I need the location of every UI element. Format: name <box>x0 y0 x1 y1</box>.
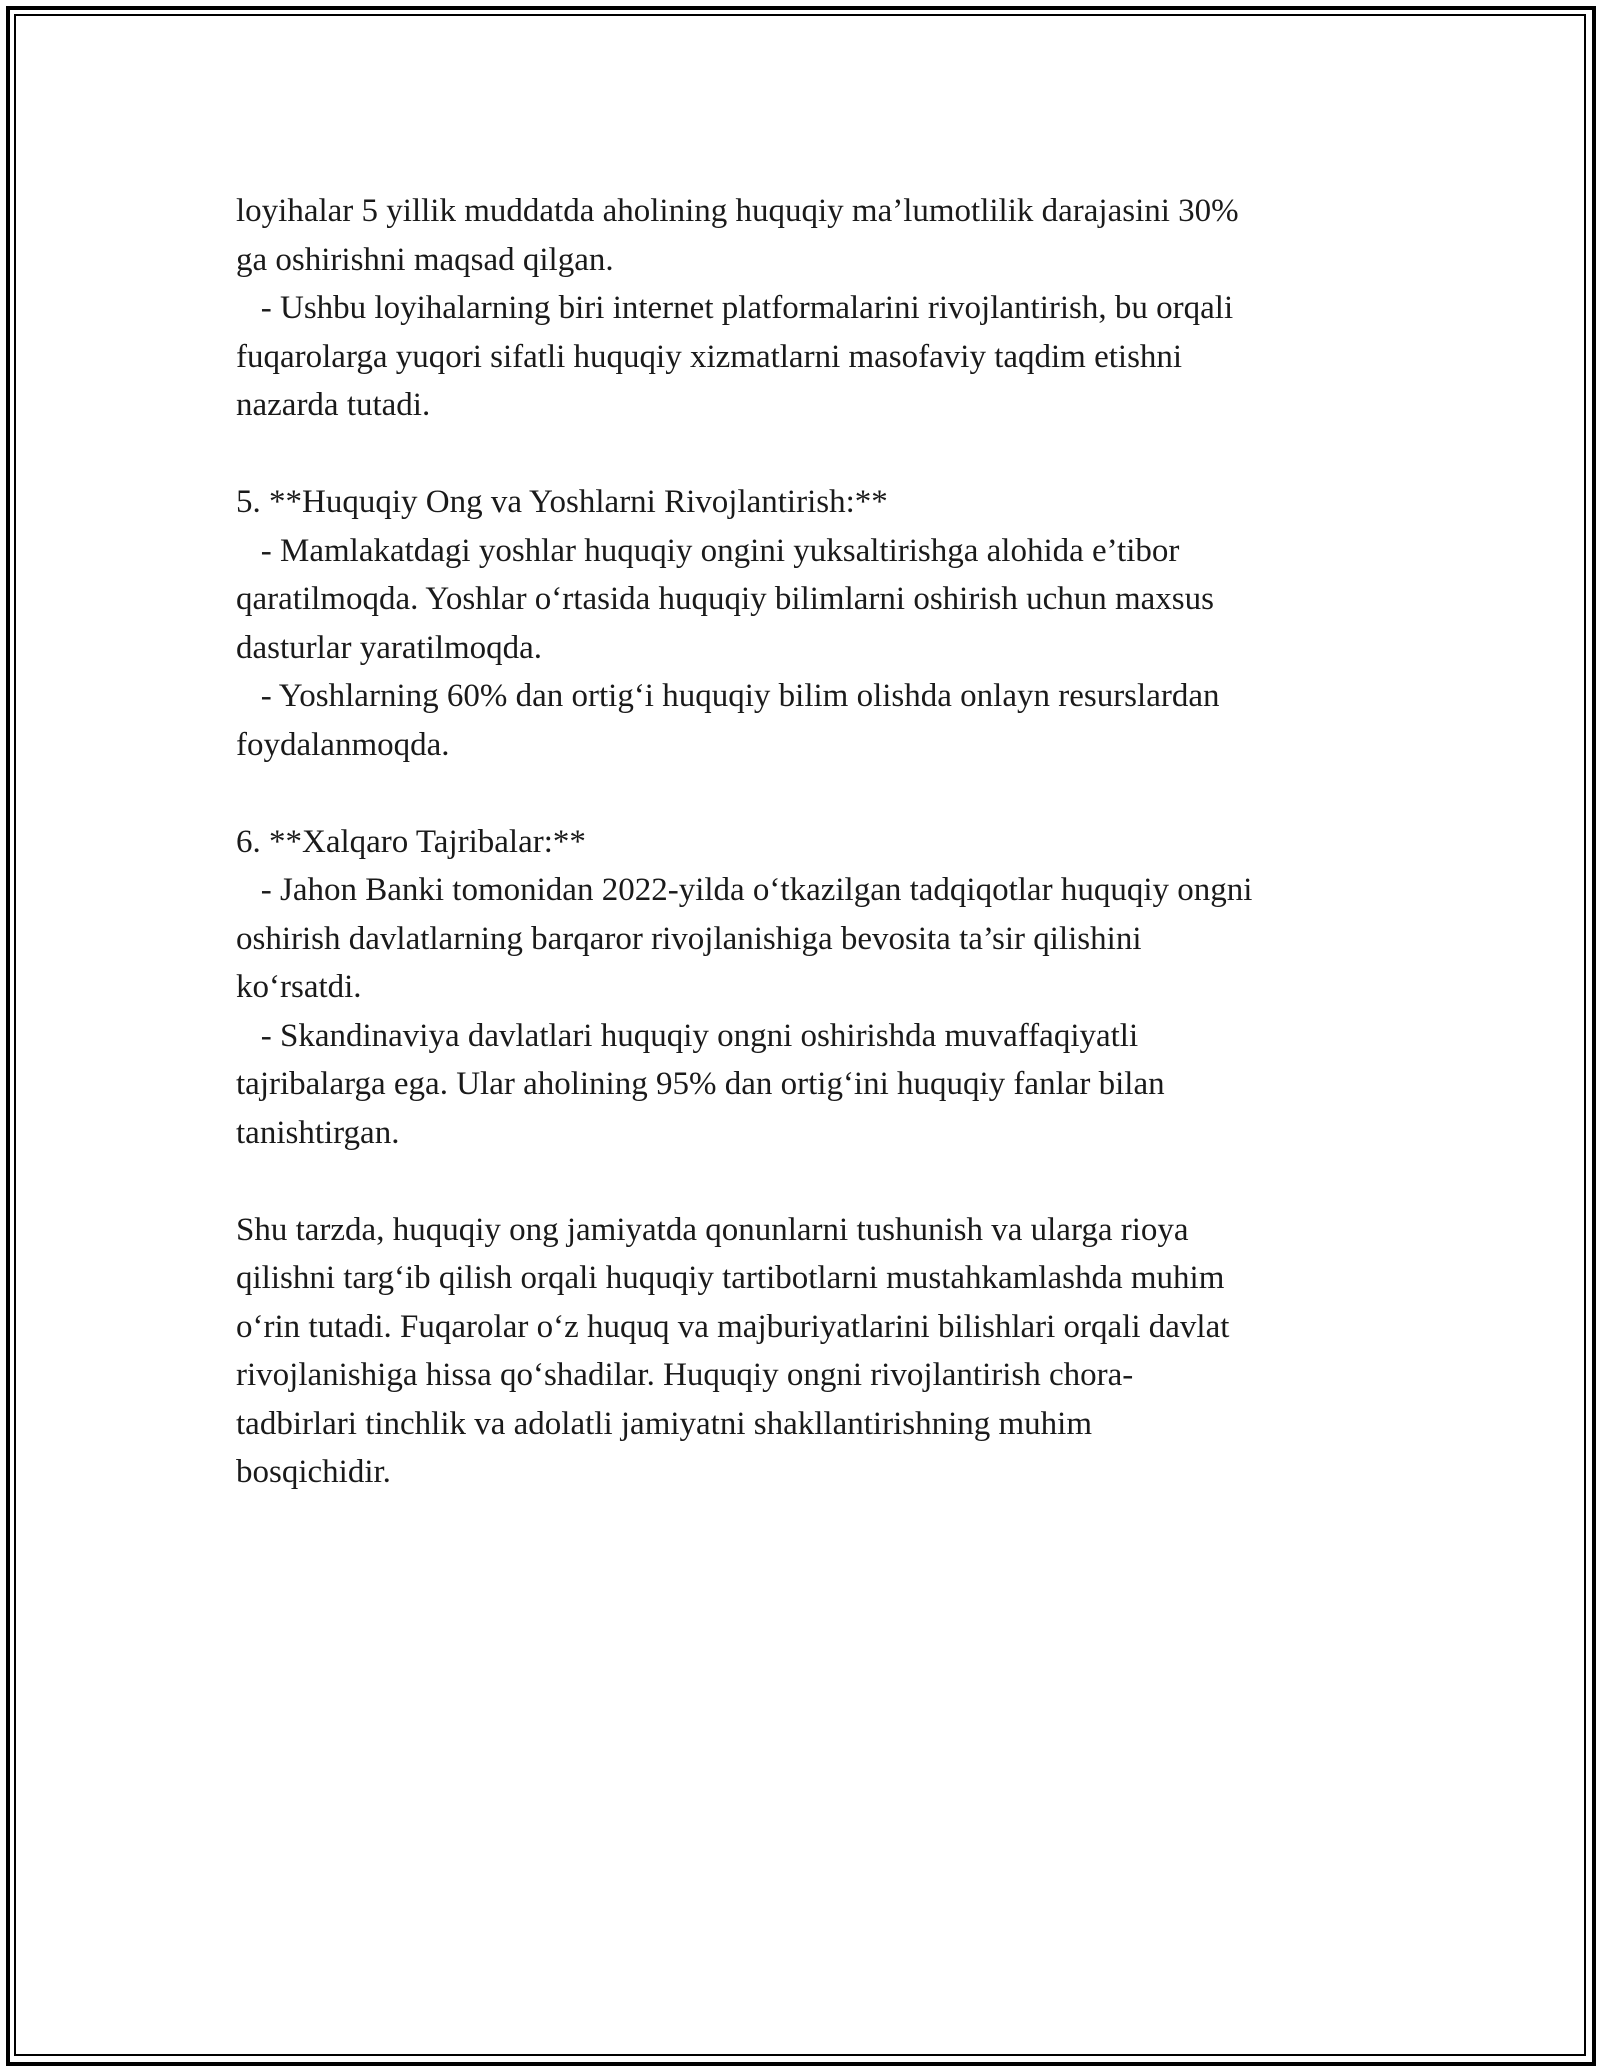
list-item-line: - Mamlakatdagi yoshlar huquqiy ongini yuksaltirishga alohida e’tibor <box>236 532 1180 569</box>
text-line: oshirish davlatlarning barqaror rivojlanishiga bevosita ta’sir qilishini <box>236 920 1142 957</box>
conclusion-line: o‘rin tutadi. Fuqarolar o‘z huquq va majburiyatlarini bilishlari orqali davlat <box>236 1308 1230 1345</box>
text-line: nazarda tutadi. <box>236 387 431 423</box>
text-line: foydalanmoqda. <box>236 726 450 763</box>
section-heading: 6. **Xalqaro Tajribalar:** <box>236 823 586 860</box>
section-heading: 5. **Huquqiy Ong va Yoshlarni Rivojlantirish:** <box>236 484 888 520</box>
conclusion-line: tadbirlari tinchlik va adolatli jamiyatni shakllantirishning muhim <box>236 1405 1093 1442</box>
list-item-line: - Yoshlarning 60% dan ortig‘i huquqiy bilim olishda onlayn resurslardan <box>236 678 1220 714</box>
text-line: dasturlar yaratilmoqda. <box>236 629 543 666</box>
paragraph-gap <box>236 769 1386 818</box>
text-line: fuqarolarga yuqori sifatli huquqiy xizmatlarni masofaviy taqdim etishni <box>236 338 1183 375</box>
text-line: ko‘rsatdi. <box>236 969 362 1005</box>
text-line: tanishtirgan. <box>236 1114 400 1151</box>
document-body <box>236 187 1386 1497</box>
conclusion-line: rivojlanishiga hissa qo‘shadilar. Huquqiy ongni rivojlantirish chora- <box>236 1357 1134 1393</box>
conclusion-line: bosqichidir. <box>236 1454 391 1490</box>
conclusion-line: qilishni targ‘ib qilish orqali huquqiy tartibotlarni mustahkamlashda muhim <box>236 1260 1225 1296</box>
text-line: tajribalarga ega. Ular aholining 95% dan ortig‘ini huquqiy fanlar bilan <box>236 1066 1165 1102</box>
paragraph-gap <box>236 1157 1386 1206</box>
text-line: loyihalar 5 yillik muddatda aholining huquqiy ma’lumotlilik darajasini 30% <box>236 193 1239 229</box>
conclusion-line: Shu tarzda, huquqiy ong jamiyatda qonunlarni tushunish va ularga rioya <box>236 1211 1189 1248</box>
list-item-line: - Ushbu loyihalarning biri internet platformalarini rivojlantirish, bu orqali <box>236 290 1234 326</box>
list-item-line: - Jahon Banki tomonidan 2022-yilda o‘tkazilgan tadqiqotlar huquqiy ongni <box>236 872 1253 908</box>
text-line: ga oshirishni maqsad qilgan. <box>236 241 614 278</box>
text-line: qaratilmoqda. Yoshlar o‘rtasida huquqiy bilimlarni oshirish uchun maxsus <box>236 581 1214 617</box>
list-item-line: - Skandinaviya davlatlari huquqiy ongni oshirishda muvaffaqiyatli <box>236 1017 1139 1054</box>
paragraph-gap <box>236 430 1386 479</box>
